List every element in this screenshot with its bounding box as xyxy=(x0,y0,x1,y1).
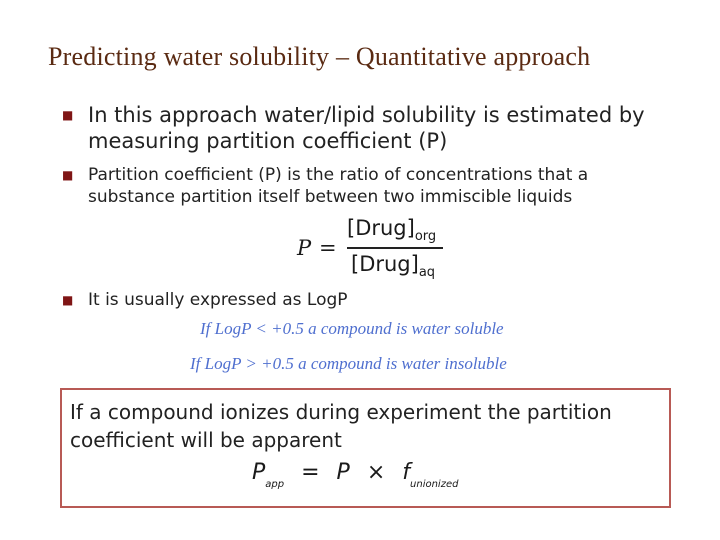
bullet-3-line-1: It is usually expressed as LogP xyxy=(88,290,348,310)
f-sub: unionized xyxy=(410,479,459,490)
formula-denominator xyxy=(351,252,435,280)
times-symbol: × xyxy=(366,460,386,485)
numerator-sub: org xyxy=(414,229,437,245)
box-line-1: If a compound ionizes during experiment the partition xyxy=(70,400,612,424)
bullet-3 xyxy=(88,289,348,311)
bullet-1-line-1: In this approach water/lipid solubility is estimated by xyxy=(88,103,645,127)
formula-lhs: P xyxy=(297,236,312,260)
apparent-formula xyxy=(252,460,459,490)
bullet-2 xyxy=(88,164,588,208)
denominator-sub: aq xyxy=(418,265,436,281)
logp-note-soluble: If LogP < +0.5 a compound is water soluble xyxy=(200,319,504,338)
apparent-coefficient-box xyxy=(60,388,671,508)
p-app-sub: app xyxy=(265,479,285,490)
formula-equals: = xyxy=(319,236,337,260)
fraction-bar xyxy=(347,247,443,249)
p-symbol: P xyxy=(336,460,350,485)
bullet-marker: ■ xyxy=(62,108,74,122)
bullet-marker: ■ xyxy=(62,168,74,182)
bullet-2-line-1: Partition coefficient (P) is the ratio of concentrations that a xyxy=(88,165,589,185)
box-text xyxy=(70,398,612,454)
denominator-text: [Drug] xyxy=(351,252,419,276)
box-line-2: coefficient will be apparent xyxy=(70,428,342,452)
apparent-equals: = xyxy=(301,460,320,485)
p-app-symbol: P xyxy=(252,460,266,485)
bullet-1-line-2: measuring partition coefficient (P) xyxy=(88,129,448,153)
bullet-1 xyxy=(88,102,645,154)
bullet-marker: ■ xyxy=(62,293,74,307)
numerator-text: [Drug] xyxy=(347,216,415,240)
logp-note-insoluble: If LogP > +0.5 a compound is water insoluble xyxy=(190,354,507,373)
slide-title: Predicting water solubility – Quantitative approach xyxy=(48,42,591,71)
formula-numerator xyxy=(347,216,436,244)
f-symbol: f xyxy=(402,460,411,485)
bullet-2-line-2: substance partition itself between two immiscible liquids xyxy=(88,187,573,207)
